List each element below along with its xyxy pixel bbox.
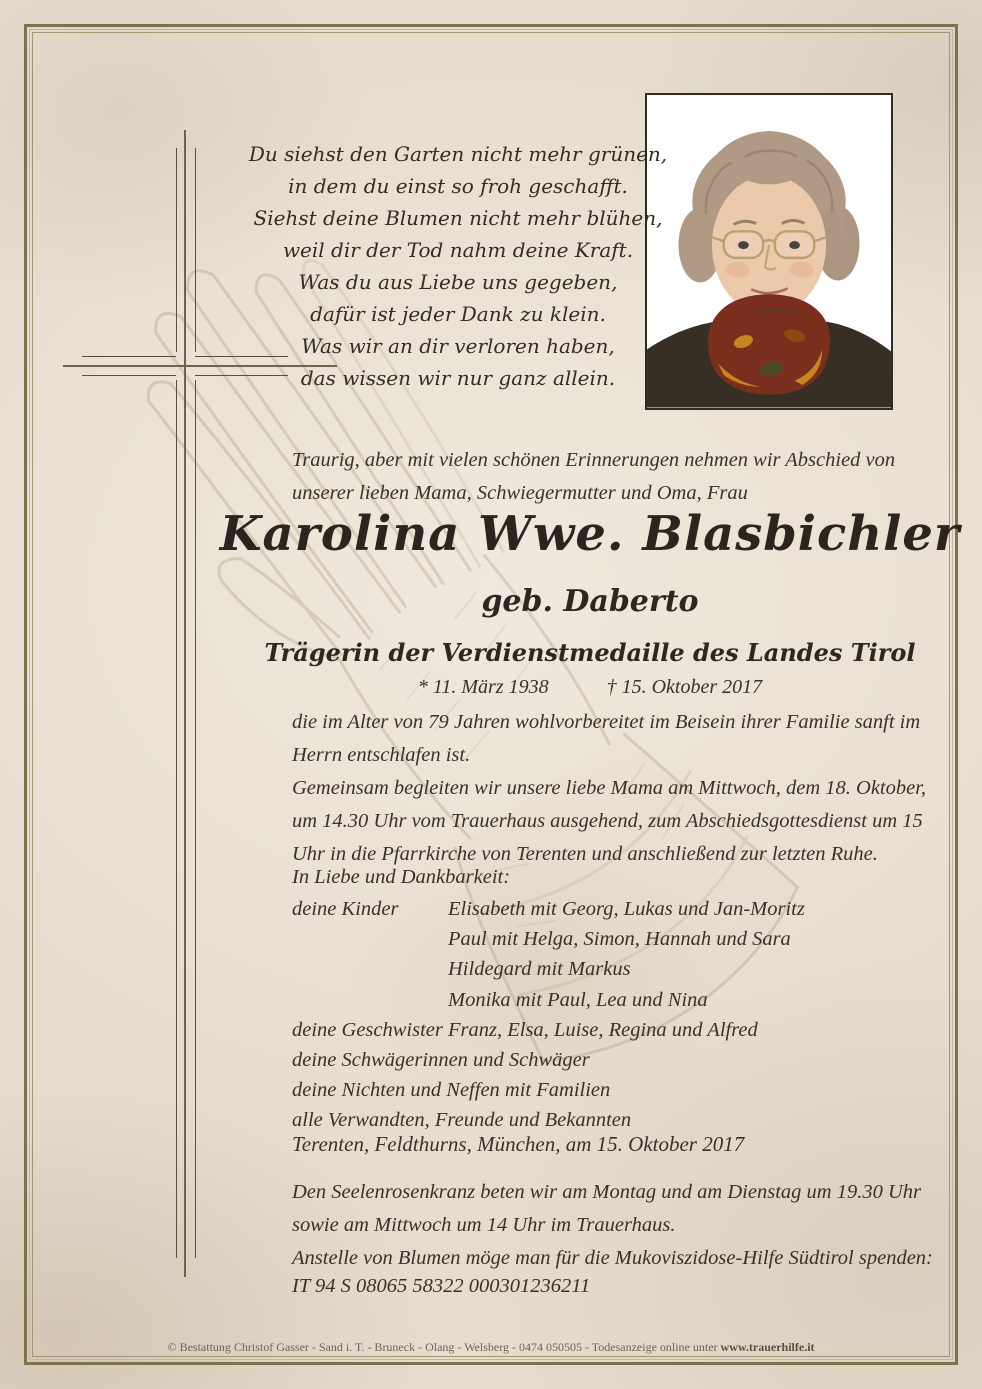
family-row (292, 958, 942, 988)
cross-vertical-thin-left-top (176, 148, 177, 352)
birth-date: * 11. März 1938 (417, 676, 549, 698)
funeral-info: Gemeinsam begleiten wir unsere liebe Mama am Mittwoch, dem 18. Oktober, um 14.30 Uhr vom Trauerhaus ausgehend, zum Abschiedsgottesdienst um 15 Uhr in die Pfarrkirche von Terenten und anschließend zur letzten Ruhe. (292, 777, 927, 865)
family-row (292, 1049, 942, 1079)
family-relation: deine Geschwister (292, 1018, 443, 1041)
footer-link: www.trauerhilfe.it (720, 1340, 815, 1354)
honor-title: Trägerin der Verdienstmedaille des Landes Tirol (264, 638, 916, 667)
death-date: † 15. Oktober 2017 (606, 676, 763, 698)
family-names: Elisabeth mit Georg, Lukas und Jan-Moritz (448, 898, 805, 920)
family-row (292, 898, 942, 928)
family-names: Paul mit Helga, Simon, Hannah und Sara (448, 928, 791, 951)
cross-horizontal-thin-top-left (82, 356, 176, 357)
poem-line: in dem du einst so froh geschafft. (288, 174, 628, 198)
family-row (292, 989, 942, 1019)
poem-line: Siehst deine Blumen nicht mehr blühen, (253, 206, 663, 230)
donation-iban: IT 94 S 08065 58322 000301236211 (292, 1275, 591, 1297)
place-date: Terenten, Feldthurns, München, am 15. Oktober 2017 (292, 1132, 745, 1156)
family-list (292, 898, 942, 1140)
donation-info: Anstelle von Blumen möge man für die Mukoviszidose-Hilfe Südtirol spenden: (292, 1247, 933, 1269)
family-row (292, 1019, 942, 1049)
family-relation: deine Schwägerinnen und Schwäger (292, 1048, 590, 1071)
death-note: die im Alter von 79 Jahren wohlvorbereitet im Beisein ihrer Familie sanft im Herrn entschlafen ist. (292, 711, 921, 766)
family-relation: alle Verwandten, Freunde und Bekannten (292, 1109, 632, 1132)
gratitude-heading: In Liebe und Dankbarkeit: (292, 866, 511, 888)
cross-vertical-thin-right-bottom (195, 380, 196, 1258)
family-names: Hildegard mit Markus (448, 958, 631, 981)
footer-copyright: © Bestattung Christof Gasser - Sand i. T. - Bruneck - Olang - Welsberg - 0474 050505 - Todesanzeige online unter (167, 1340, 721, 1354)
intro-text: Traurig, aber mit vielen schönen Erinnerungen nehmen wir Abschied von unserer lieben Mama, Schwiegermutter und Oma, Frau (292, 449, 896, 504)
family-names: Monika mit Paul, Lea und Nina (448, 988, 708, 1011)
poem-line: Was wir an dir verloren haben, (301, 334, 615, 358)
poem-line: dafür ist jeder Dank zu klein. (310, 302, 606, 326)
family-row (292, 928, 942, 958)
deceased-name: Karolina Wwe. Blasbichler (219, 506, 961, 562)
family-relation: deine Kinder (292, 898, 399, 920)
rosary-info: Den Seelenrosenkranz beten wir am Montag und am Dienstag um 19.30 Uhr sowie am Mittwoch um 14 Uhr im Trauerhaus. (292, 1181, 921, 1236)
portrait-illustration (647, 95, 891, 408)
poem (238, 138, 678, 394)
poem-line: weil dir der Tod nahm deine Kraft. (282, 238, 634, 262)
cross-horizontal-thin-bottom-left (82, 375, 176, 376)
portrait-photo (645, 93, 893, 410)
cross-vertical-thin-left-bottom (176, 380, 177, 1258)
footer-text (0, 1340, 982, 1355)
cross-vertical-thin-right-top (195, 148, 196, 352)
poem-line: das wissen wir nur ganz allein. (300, 366, 616, 390)
cross-vertical-line (184, 130, 186, 1277)
maiden-name: geb. Daberto (481, 584, 699, 619)
poem-line: Du siehst den Garten nicht mehr grünen, (248, 142, 668, 166)
poem-line: Was du aus Liebe uns gegeben, (298, 270, 618, 294)
life-dates (210, 676, 970, 699)
family-row (292, 1079, 942, 1109)
family-names: Franz, Elsa, Luise, Regina und Alfred (448, 1018, 758, 1041)
family-relation: deine Nichten und Neffen mit Familien (292, 1079, 611, 1102)
